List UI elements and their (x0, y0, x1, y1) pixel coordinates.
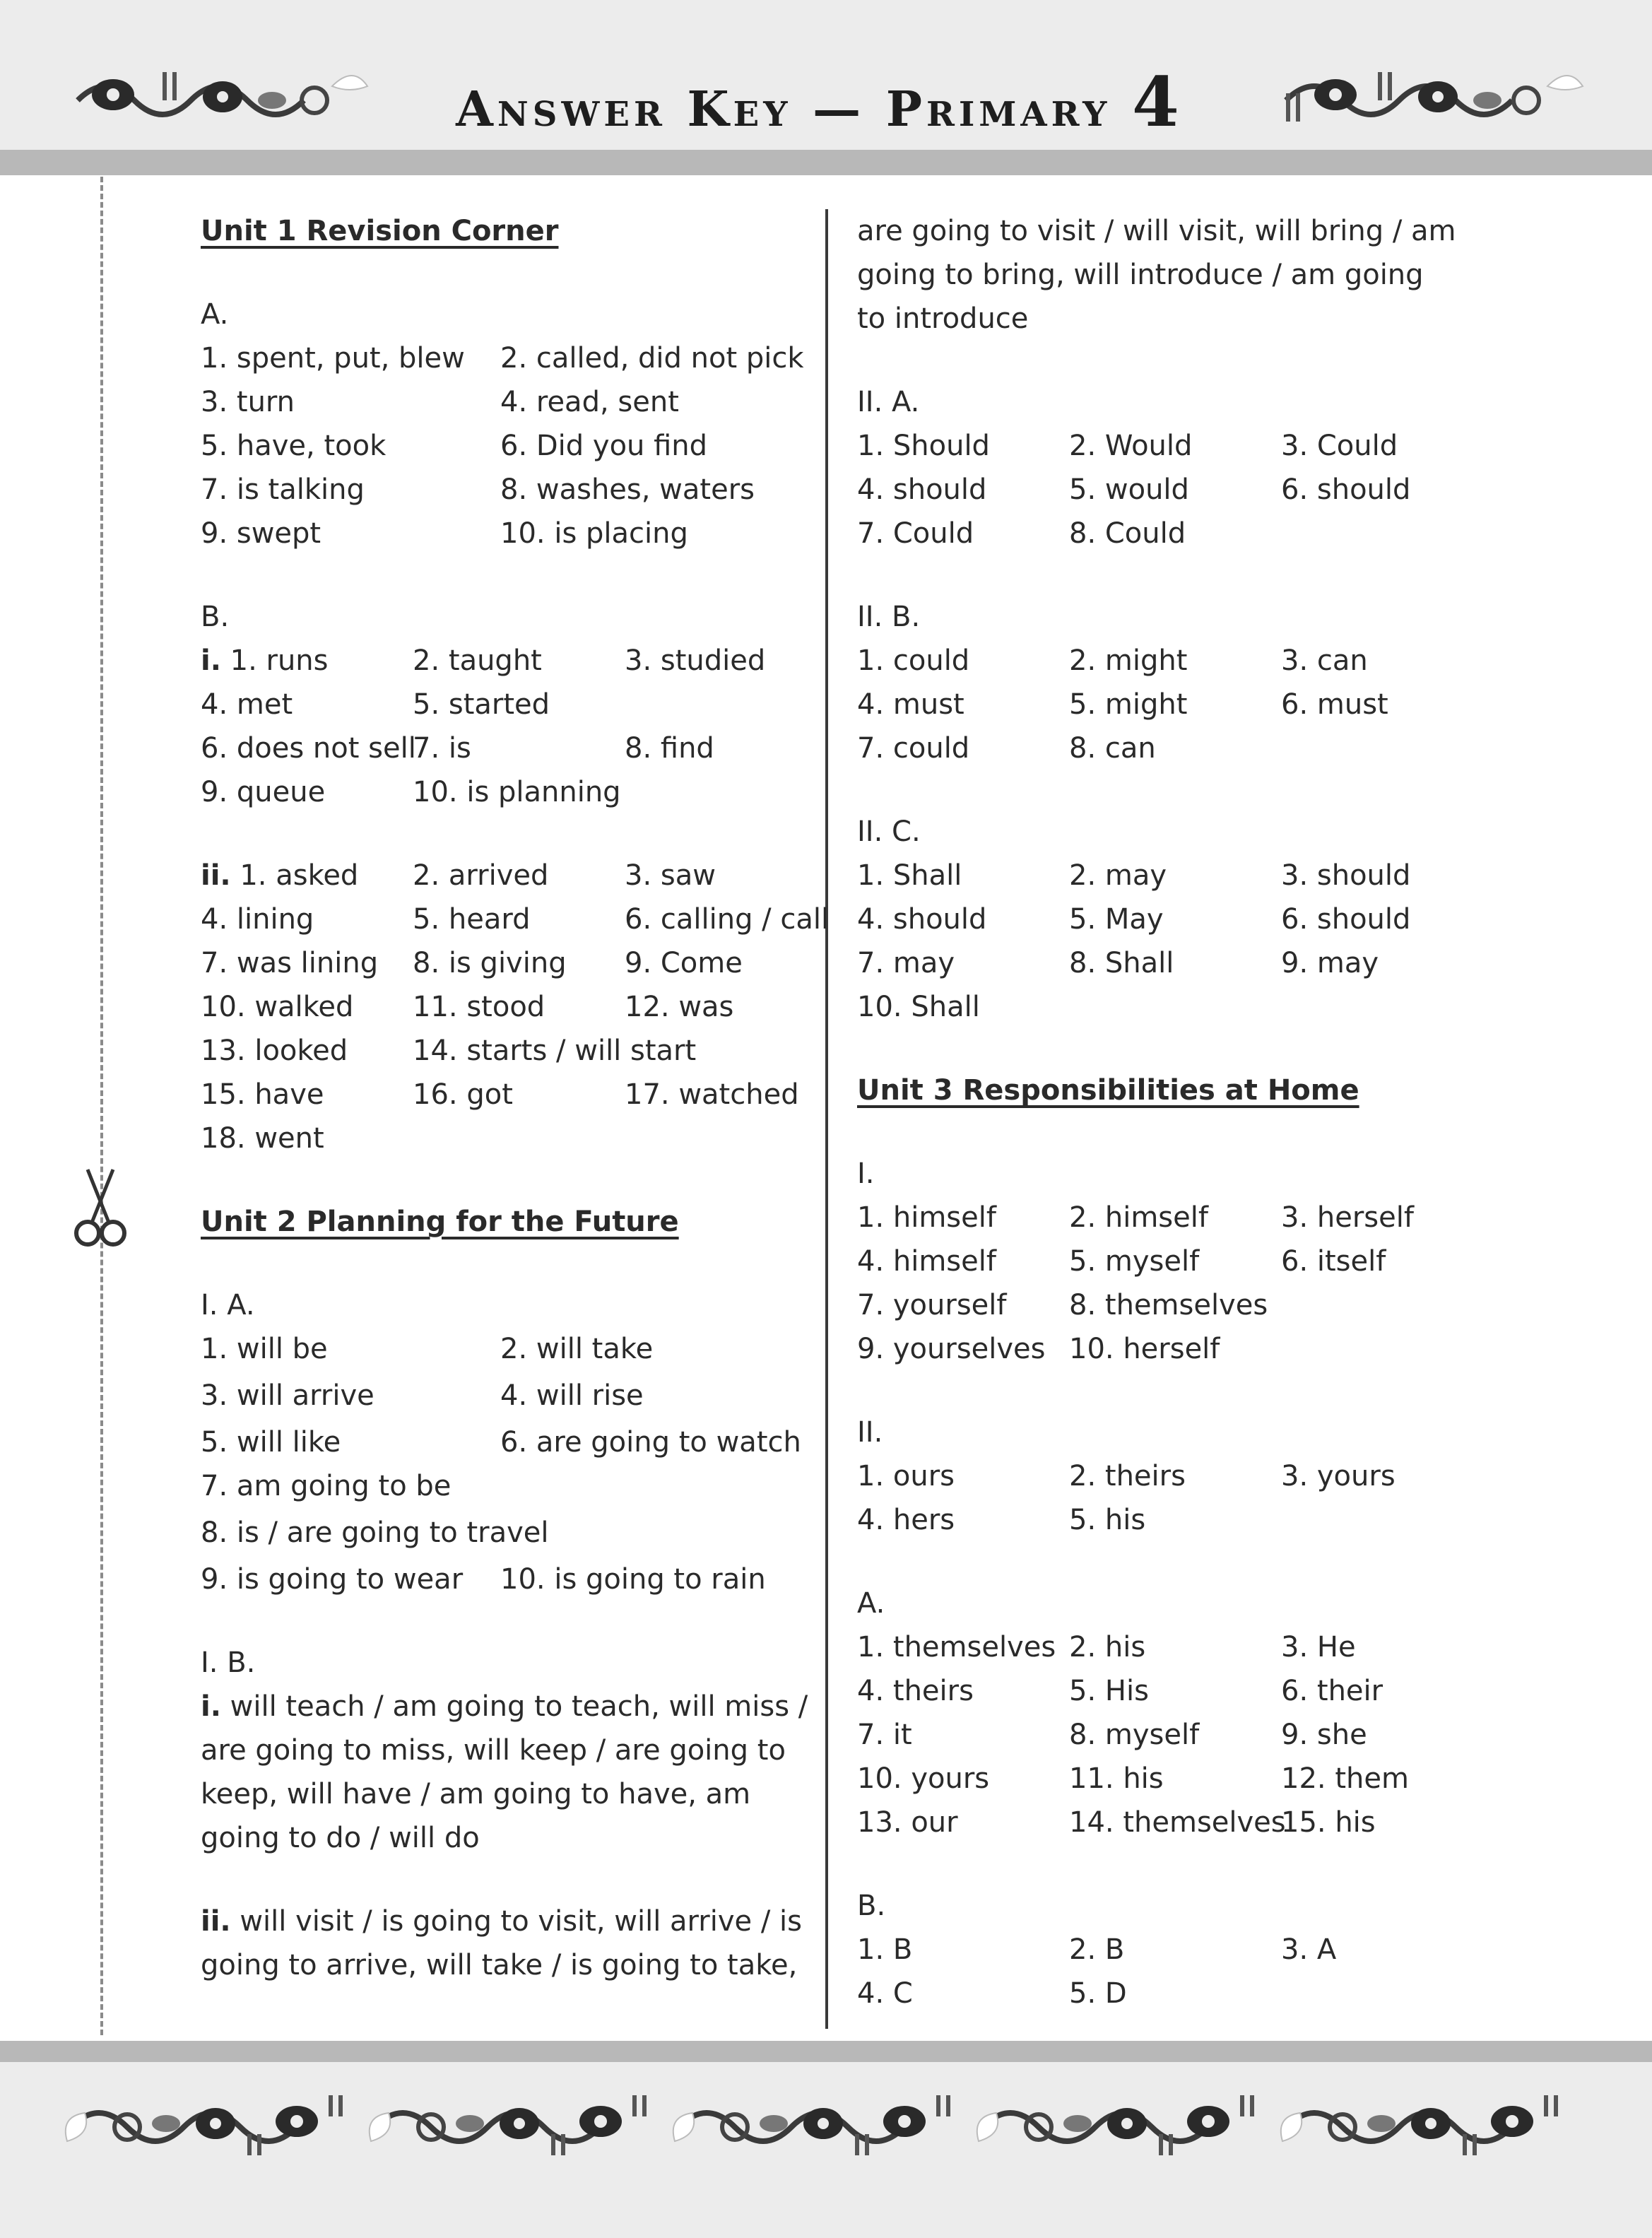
answer-item: 7. may (857, 947, 955, 979)
answer-item: 4. will rise (500, 1379, 644, 1412)
answer-item: 1. Shall (857, 859, 962, 892)
answer-item (625, 683, 837, 726)
answer-item: 8. can (1069, 732, 1156, 765)
answer-item: 5. his (1069, 1504, 1146, 1536)
answer-item: 6. calling / call (625, 903, 830, 936)
continued-answer: are going to visit / will visit, will bring / am going to bring, will introduce / am going to introduce (857, 215, 1456, 335)
iib-answers (857, 639, 1458, 770)
answer-item: 6. must (1281, 688, 1388, 721)
answer-item: 4. lining (201, 903, 314, 936)
unit3-ii-label: II. (857, 1416, 883, 1449)
answer-item: 15. have (201, 1078, 324, 1111)
answer-item: 2. his (1069, 1631, 1146, 1663)
answer-item: 8. find (625, 732, 714, 765)
answer-item: 10. yours (857, 1762, 990, 1795)
answer-item: 8. Could (1069, 517, 1186, 550)
answer-item: 3. herself (1281, 1201, 1414, 1234)
answer-item: 1. runs (230, 644, 329, 677)
unit2-ib-ii-answer (201, 1900, 808, 1987)
answer-item: 8. is / are going to travel (201, 1516, 549, 1549)
answer-item: 1. asked (240, 859, 359, 892)
unit3-a-label: A. (857, 1587, 885, 1620)
unit2-ia-answers-last (201, 1557, 808, 1601)
answer-text: will visit / is going to visit, will arrive / is going to arrive, will take / is going to take, (201, 1905, 802, 1981)
answer-item: 3. should (1281, 859, 1411, 892)
answer-item (1069, 985, 1281, 1029)
answer-item: 13. looked (201, 1035, 348, 1067)
answer-item: 10. is planning (413, 776, 621, 808)
answer-item: 9. queue (201, 776, 326, 808)
answer-item: 15. his (1281, 1806, 1376, 1839)
answer-item: 2. B (1069, 1933, 1125, 1966)
answer-item: 5. D (1069, 1977, 1127, 2010)
unit3-i-label: I. (857, 1158, 875, 1190)
answer-item: 18. went (201, 1122, 324, 1155)
answer-item: 1. could (857, 644, 970, 677)
title-text: Answer Key — Primary (456, 81, 1111, 138)
answer-item: 3. can (1281, 644, 1368, 677)
answer-item (1281, 1972, 1493, 2015)
answer-item: 3. He (1281, 1631, 1356, 1663)
answer-item: 10. herself (1069, 1333, 1220, 1365)
unit3-title: Unit 3 Responsibilities at Home (857, 1074, 1359, 1107)
answer-item: 6. should (1281, 473, 1411, 506)
left-column (201, 209, 830, 1987)
answer-item: 3. saw (625, 859, 716, 892)
answer-item: 12. was (625, 991, 734, 1023)
answer-item: 4. should (857, 903, 987, 936)
answer-item: 9. is going to wear (201, 1563, 464, 1596)
answer-item: 2. may (1069, 859, 1167, 892)
answer-item: 7. yourself (857, 1289, 1007, 1321)
answer-item: 12. them (1281, 1762, 1409, 1795)
answer-item: 4. hers (857, 1504, 955, 1536)
answer-item: 6. Did you find (500, 430, 708, 462)
answer-item: 3. turn (201, 386, 295, 418)
unit1-a-label: A. (201, 298, 229, 331)
iia-label: II. A. (857, 386, 920, 418)
answer-item: 5. heard (413, 903, 531, 936)
right-column (857, 209, 1458, 2015)
answer-item: 9. may (1281, 947, 1379, 979)
page-title (396, 62, 1244, 142)
footer-rule (0, 2041, 1652, 2062)
answer-item: 11. stood (413, 991, 545, 1023)
unit1-b-ii-answers (201, 854, 830, 1160)
answer-item: 4. should (857, 473, 987, 506)
answer-item: 1. B (857, 1933, 913, 1966)
answer-item: 2. taught (413, 644, 542, 677)
unit1-b-i-answers (201, 639, 808, 814)
answer-item: 9. she (1281, 1719, 1367, 1751)
answer-item (1281, 1498, 1493, 1542)
answer-item: 5. His (1069, 1675, 1149, 1707)
answer-item (1281, 985, 1493, 1029)
answer-item: 4. must (857, 688, 964, 721)
answer-item: 4. C (857, 1977, 913, 2010)
roman-marker: i. (201, 1690, 221, 1723)
answer-item: 2. theirs (1069, 1460, 1186, 1492)
answer-item: 17. watched (625, 1078, 799, 1111)
answer-item: 2. will take (500, 1333, 654, 1365)
answer-item: 5. May (1069, 903, 1164, 936)
answer-item: 6. does not sell (201, 732, 416, 765)
answer-item: 8. myself (1069, 1719, 1200, 1751)
answer-item: 9. swept (201, 517, 321, 550)
answer-item: 7. am going to be (201, 1470, 452, 1502)
answer-item: 3. will arrive (201, 1379, 374, 1412)
answer-item: 3. A (1281, 1933, 1337, 1966)
header-rule (0, 150, 1652, 175)
unit1-b-label: B. (201, 601, 230, 633)
answer-item: 7. could (857, 732, 970, 765)
answer-item: 2. Would (1069, 430, 1193, 462)
unit2-ia-answers (201, 1327, 808, 1464)
answer-item: 6. itself (1281, 1245, 1386, 1278)
answer-item: 6. should (1281, 903, 1411, 936)
answer-item (1281, 1283, 1493, 1327)
answer-item: 7. Could (857, 517, 974, 550)
answer-item: 14. themselves (1069, 1806, 1286, 1839)
answer-item: 8. washes, waters (500, 473, 755, 506)
iib-label: II. B. (857, 601, 921, 633)
answer-item (1281, 512, 1493, 555)
unit2-ib-label: I. B. (201, 1647, 256, 1679)
unit3-b-label: B. (857, 1890, 886, 1922)
answer-item (625, 1029, 837, 1073)
unit2-title: Unit 2 Planning for the Future (201, 1206, 679, 1238)
answer-item: 6. their (1281, 1675, 1383, 1707)
scissors-icon (72, 1166, 129, 1251)
unit2-ia-label: I. A. (201, 1289, 255, 1321)
answer-item: 5. will like (201, 1426, 341, 1459)
answer-item: 2. himself (1069, 1201, 1208, 1234)
roman-marker: i. (201, 644, 221, 677)
answer-item: 3. Could (1281, 430, 1398, 462)
answer-item (625, 770, 837, 814)
unit3-i-answers (857, 1196, 1458, 1371)
answer-item: 16. got (413, 1078, 513, 1111)
ornament-left-icon (71, 58, 382, 136)
unit3-b-answers (857, 1928, 1458, 2015)
iic-label: II. C. (857, 815, 921, 848)
answer-item: 1. himself (857, 1201, 996, 1234)
roman-marker: ii. (201, 1905, 231, 1938)
answer-item: 7. it (857, 1719, 912, 1751)
answer-item: 1. spent, put, blew (201, 342, 465, 375)
answer-item: 8. themselves (1069, 1289, 1268, 1321)
answer-item: 4. theirs (857, 1675, 974, 1707)
answer-item: 10. walked (201, 991, 354, 1023)
answer-item: 10. is placing (500, 517, 688, 550)
answer-item: 10. Shall (857, 991, 980, 1023)
answer-item: 3. yours (1281, 1460, 1396, 1492)
iia-answers (857, 424, 1458, 555)
answer-item: 9. yourselves (857, 1333, 1046, 1365)
answer-item: 9. Come (625, 947, 743, 979)
footer-ornament-icon (64, 2085, 1590, 2162)
answer-item: 4. read, sent (500, 386, 679, 418)
answer-item (413, 1117, 625, 1160)
answer-item: 14. starts / will start (413, 1035, 697, 1067)
answer-item: 7. was lining (201, 947, 379, 979)
unit1-title: Unit 1 Revision Corner (201, 215, 559, 247)
answer-item: 2. called, did not pick (500, 342, 804, 375)
answer-item: 3. studied (625, 644, 766, 677)
answer-item: 8. Shall (1069, 947, 1174, 979)
answer-item: 7. is talking (201, 473, 365, 506)
unit1-a-answers (201, 336, 808, 555)
answer-item: 1. themselves (857, 1631, 1056, 1663)
answer-item (1281, 726, 1493, 770)
answer-item: 6. are going to watch (500, 1426, 801, 1459)
iic-answers (857, 854, 1458, 1029)
answer-item: 5. myself (1069, 1245, 1200, 1278)
answer-item: 8. is giving (413, 947, 567, 979)
unit2-ib-i-answer (201, 1685, 808, 1860)
answer-item: 1. will be (201, 1333, 328, 1365)
ornament-right-icon (1279, 58, 1590, 136)
answer-item: 5. have, took (201, 430, 387, 462)
answer-item (625, 1117, 837, 1160)
answer-text: will teach / am going to teach, will miss / are going to miss, will keep / are going to keep, will have / am going to have, am going to do / will do (201, 1690, 808, 1854)
answer-item: 4. himself (857, 1245, 996, 1278)
unit3-a-answers (857, 1625, 1458, 1844)
answer-item (1281, 1327, 1493, 1371)
answer-item: 2. arrived (413, 859, 549, 892)
answer-item: 11. his (1069, 1762, 1164, 1795)
answer-item: 10. is going to rain (500, 1563, 766, 1596)
cut-line (100, 177, 103, 2035)
answer-item: 13. our (857, 1806, 958, 1839)
answer-item: 5. started (413, 688, 550, 721)
unit3-ii-answers (857, 1454, 1458, 1542)
answer-item: 1. ours (857, 1460, 955, 1492)
answer-item: 7. is (413, 732, 471, 765)
answer-item: 4. met (201, 688, 293, 721)
answer-item: 5. might (1069, 688, 1188, 721)
answer-item: 2. might (1069, 644, 1188, 677)
answer-item: 1. Should (857, 430, 990, 462)
roman-marker: ii. (201, 859, 231, 892)
title-number: 4 (1132, 62, 1184, 142)
answer-item: 5. would (1069, 473, 1189, 506)
